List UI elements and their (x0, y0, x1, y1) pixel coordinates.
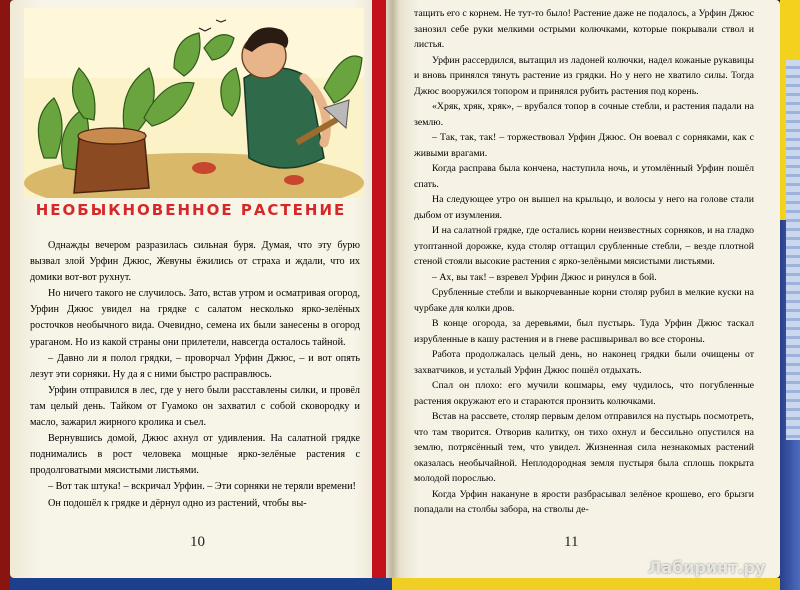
paragraph: – Так, так, так! – торжествовал Урфин Джюс. Он воевал с сорняками, как с живыми врагами. (414, 132, 754, 159)
book-gutter (384, 0, 400, 578)
paragraph: На следующее утро он вышел на крыльцо, и волосы у него на голове стали дыбом от изумления. (414, 194, 754, 221)
right-page-text (414, 6, 754, 518)
paragraph: Урфин рассердился, вытащил из ладоней колючки, надел кожаные рукавицы и вновь принялся тянуть растение из грядки. Но у него не хватило силы. Тогда Джюс вооружился топором и принялся рубить растения под корень. (414, 54, 754, 97)
page-number-left: 10 (190, 534, 205, 550)
paragraph: Работа продолжалась целый день, но наконец грядки были очищены от захватчиков, и усталый Урфин Джюс пошёл отдыхать. (414, 349, 754, 376)
paragraph: Когда расправа была кончена, наступила ночь, и утомлённый Урфин пошёл спать. (414, 163, 754, 190)
paragraph: Встав на рассвете, столяр первым делом отправился на пустырь посмотреть, что там творится. Отворив калитку, он тихо охнул и бессильно опустился на землю, потрясённый тем, что увидел. Жизненная сила незнакомых растений оказалась необычайной. Неплодородная земля пустыря была сплошь покрыта молодой порослью. (414, 411, 754, 484)
paragraph: Срубленные стебли и выкорчеванные корни столяр рубил в мелкие куски на чурбаке для колки дров. (414, 287, 754, 314)
watermark-logo: Лабиринт.ру (648, 558, 766, 577)
left-page-text (30, 238, 360, 512)
paragraph: тащить его с корнем. Не тут-то было! Растение даже не подалось, а Урфин Джюс занозил себе руки мелкими острыми колючками, которые покрывали ствол и листья. (414, 8, 754, 50)
paragraph: Когда Урфин накануне в ярости разбрасывал зелёное крошево, его брызги попадали на столбы забора, на стволы де- (414, 488, 754, 515)
paragraph: Он подошёл к грядке и дёрнул одно из растений, чтобы вы- (48, 497, 307, 509)
page-number-right: 11 (564, 534, 579, 550)
paragraph: В конце огорода, за деревьями, был пустырь. Туда Урфин Джюс таскал изрубленные в кашу растения и в гневе расшвыривал во все стороны. (414, 318, 754, 345)
paragraph: Урфин отправился в лес, где у него были расставлены силки, и провёл там целый день. Тайком от Гуамоко он захватил с собой сковородку и масло, зажарил жирного кролика и съел. (30, 384, 360, 429)
paragraph: Но ничего такого не случилось. Зато, встав утром и осматривая огород, Урфин Джюс увидел на грядке с салатом несколько ярко-зелёных росточков необычного вида. Очевидно, семена их были занесены в огород ураганом. Но из какой страны они прилетели, навсегда осталось тайной. (30, 288, 360, 348)
paragraph: И на салатной грядке, где остались корни неизвестных сорняков, и на гладко утоптанной дорожке, куда столяр оттащил срубленные стебли, – везде плотной стеной стояли высокие растения с ярко-зелёными мясистыми листьями. (414, 225, 754, 267)
cover-strip-bottom-right (392, 578, 800, 590)
paragraph: Вернувшись домой, Джюс ахнул от удивления. На салатной грядке поднимались в рост человека мощные ярко-зелёные растения с продолговатыми мясистыми листьями. (30, 433, 360, 477)
cover-strip-bottom-left (10, 578, 392, 590)
paragraph: – Вот так штука! – вскричал Урфин. – Эти сорняки не теряли времени! (48, 481, 356, 493)
paragraph: Однажды вечером разразилась сильная буря. Думая, что эту бурю вызвал злой Урфин Джюс, Жевуны ёжились от страха и ждали, что их домики вот-вот рухнут. (30, 240, 360, 284)
chapter-title: НЕОБЫКНОВЕННОЕ РАСТЕНИЕ (35, 201, 347, 219)
paragraph: – Давно ли я полол грядки, – проворчал Урфин Джюс, – и вот опять лезут эти сорняки. Ну да я с ними быстро расправлюсь. (30, 352, 360, 380)
paragraph: «Хряк, хряк, хряк», – врубался топор в сочные стебли, и растения падали на землю. (414, 101, 754, 128)
page-edges-right (786, 60, 800, 440)
paragraph: Спал он плохо: его мучили кошмары, ему чудилось, что погубленные растения окружают его и стараются пронзить колючками. (414, 380, 754, 407)
paragraph: – Ах, вы так! – взревел Урфин Джюс и ринулся в бой. (432, 271, 657, 283)
man-with-axe-among-plants-illustration (24, 8, 364, 198)
